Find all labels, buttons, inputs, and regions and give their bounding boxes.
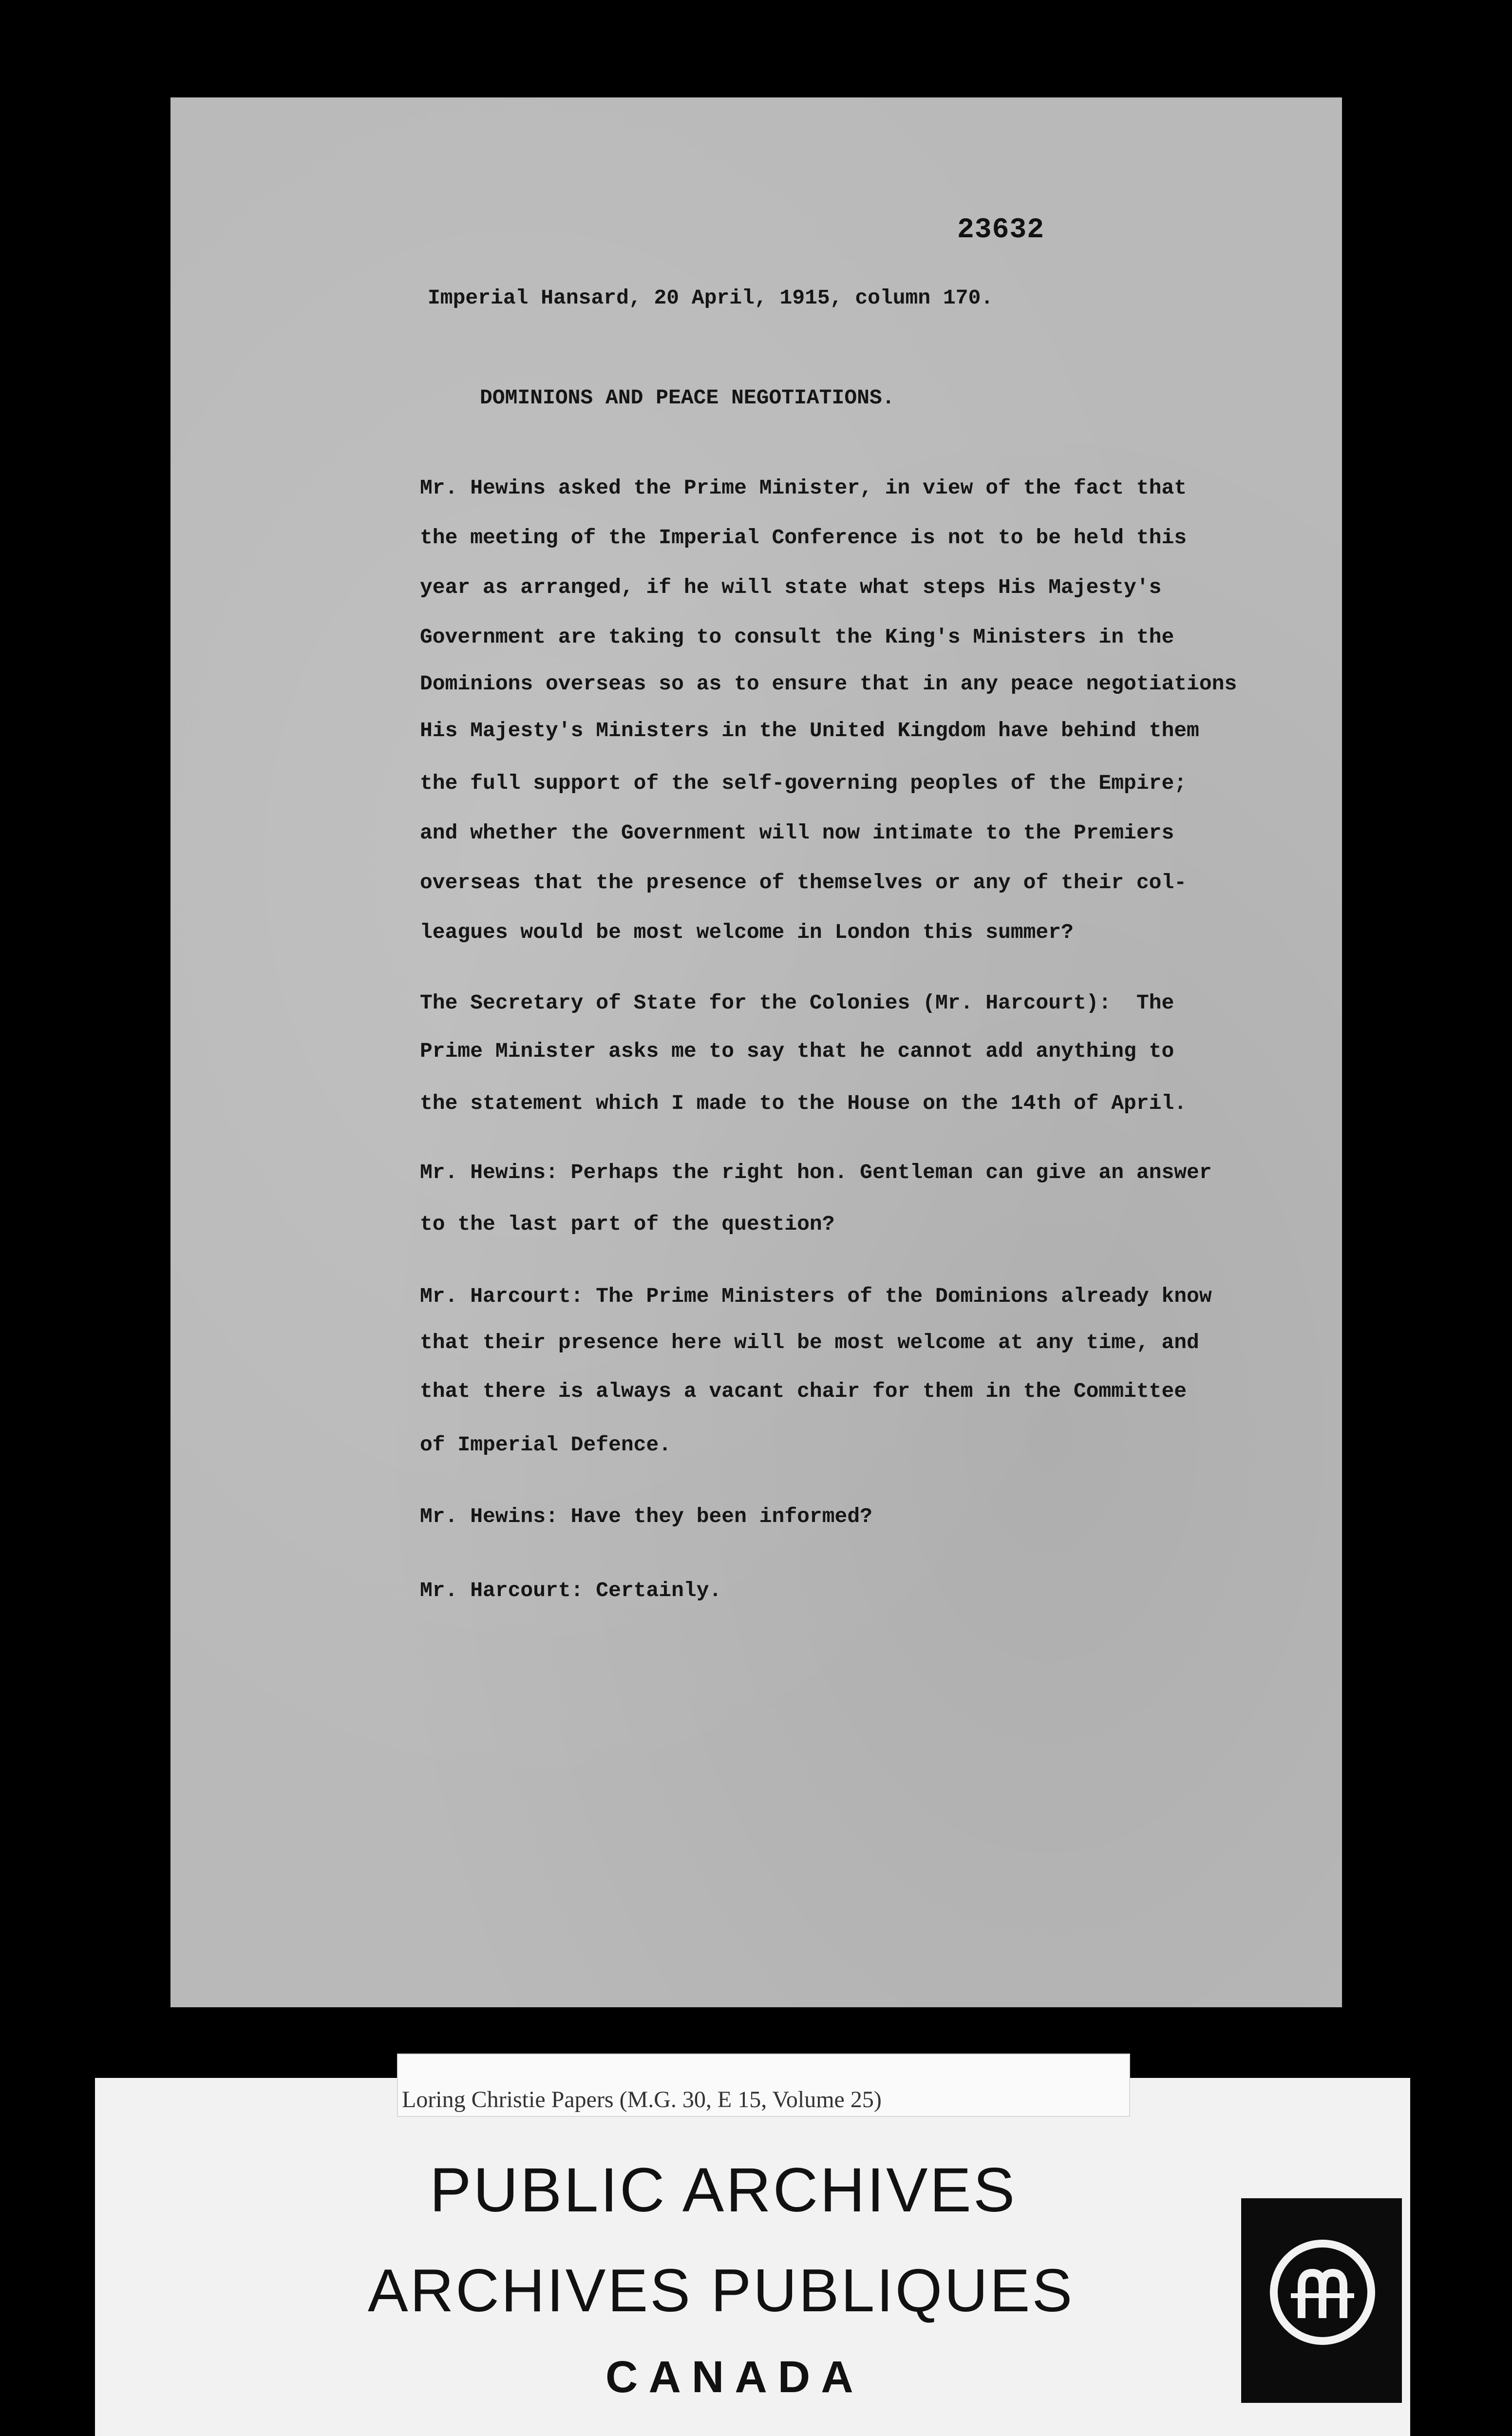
paragraph-line: that their presence here will be most welcome at any time, and <box>420 1331 1199 1354</box>
document-citation: Imperial Hansard, 20 April, 1915, column 170. <box>428 286 994 310</box>
paragraph-line: that there is always a vacant chair for them in the Committee <box>420 1379 1187 1403</box>
archive-country: CANADA <box>605 2352 864 2402</box>
paragraph-line: of Imperial Defence. <box>420 1433 672 1457</box>
archive-title-english: PUBLIC ARCHIVES <box>430 2155 1017 2225</box>
document-heading: DOMINIONS AND PEACE NEGOTIATIONS. <box>480 386 895 410</box>
paragraph-line: year as arranged, if he will state what steps His Majesty's <box>420 575 1162 599</box>
paragraph-line: and whether the Government will now intimate to the Premiers <box>420 821 1174 845</box>
paragraph-line: Mr. Harcourt: The Prime Ministers of the Dominions already know <box>420 1284 1212 1308</box>
paragraph-line: His Majesty's Ministers in the United Kingdom have behind them <box>420 719 1199 742</box>
paragraph-line: Dominions overseas so as to ensure that in any peace negotiations <box>420 672 1237 696</box>
paragraph-line: Government are taking to consult the King's Ministers in the <box>420 625 1174 649</box>
paragraph-line: Prime Minister asks me to say that he cannot add anything to <box>420 1039 1174 1063</box>
paragraph-line: The Secretary of State for the Colonies (Mr. Harcourt): The <box>420 991 1174 1015</box>
document-number: 23632 <box>957 214 1045 246</box>
archives-canada-logo-icon <box>1262 2231 1383 2353</box>
paragraph-line: to the last part of the question? <box>420 1212 835 1236</box>
paragraph-line: Mr. Harcourt: Certainly. <box>420 1579 722 1602</box>
collection-label: Loring Christie Papers (M.G. 30, E 15, Volume 25) <box>402 2087 882 2112</box>
paragraph-line: the meeting of the Imperial Conference is not to be held this <box>420 526 1187 550</box>
archive-title-french: ARCHIVES PUBLIQUES <box>368 2257 1075 2324</box>
paragraph-line: overseas that the presence of themselves or any of their col- <box>420 871 1187 894</box>
paragraph-line: leagues would be most welcome in London this summer? <box>420 920 1074 944</box>
paragraph-line: Mr. Hewins: Have they been informed? <box>420 1504 872 1528</box>
paragraph-line: Mr. Hewins asked the Prime Minister, in view of the fact that <box>420 476 1187 500</box>
paragraph-line: Mr. Hewins: Perhaps the right hon. Gentleman can give an answer <box>420 1161 1212 1184</box>
paragraph-line: the full support of the self-governing peoples of the Empire; <box>420 771 1187 795</box>
paragraph-line: the statement which I made to the House on the 14th of April. <box>420 1091 1187 1115</box>
